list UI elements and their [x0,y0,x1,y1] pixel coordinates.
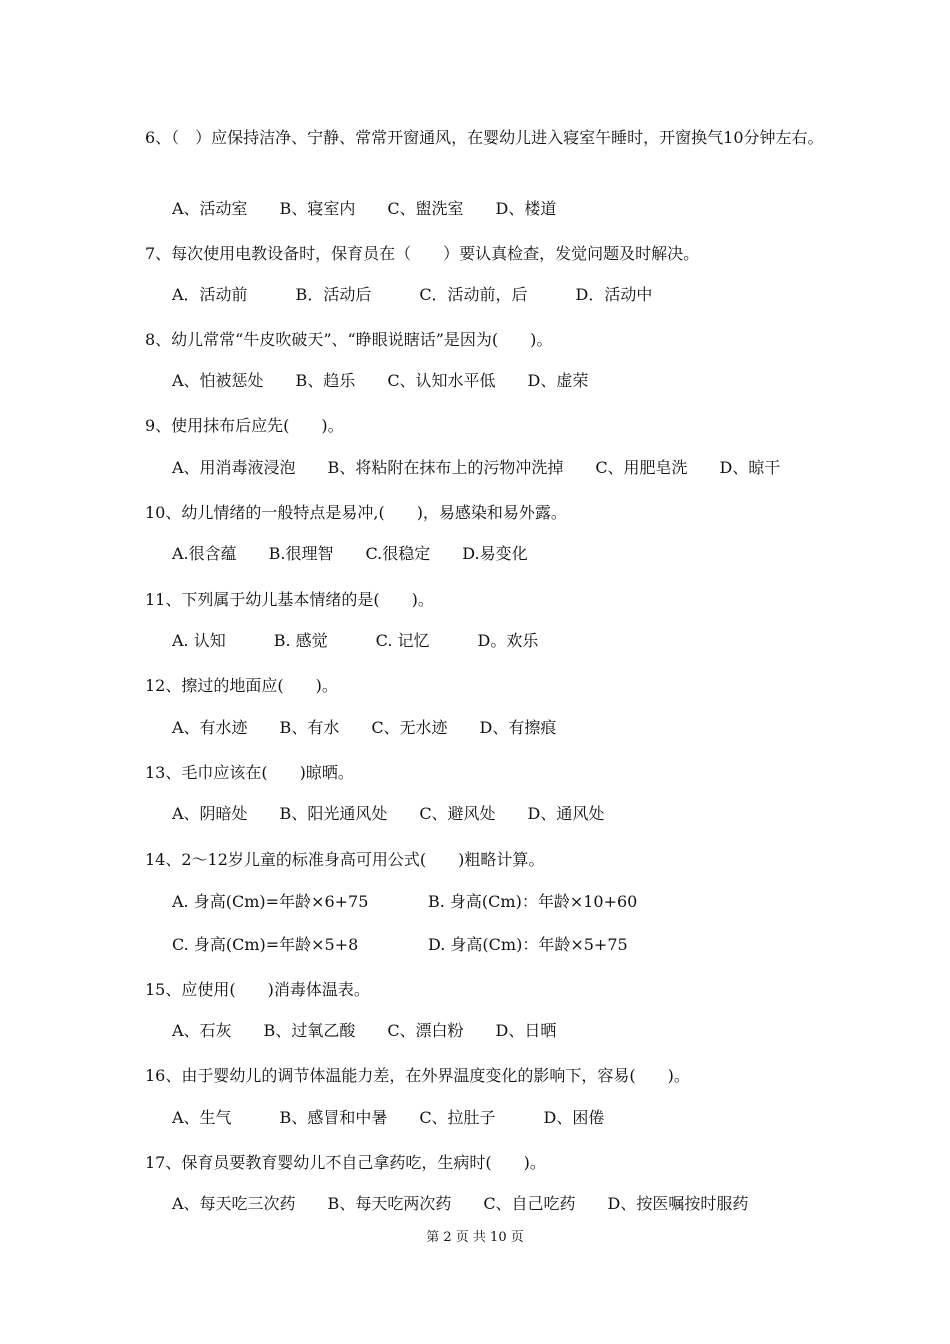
question-8: 8、幼儿常常“牛皮吹破天”、“睁眼说瞎话”是因为( )。 [145,330,553,349]
question-10-options: A.很含蕴 B.很理智 C.很稳定 D.易变化 [172,544,528,563]
question-8-options: A、怕被惩处 B、趋乐 C、认知水平低 D、虚荣 [172,371,589,390]
question-14-option-c: C. 身高(Cm)=年龄×5+8 [172,935,359,954]
question-15-options: A、石灰 B、过氧乙酸 C、漂白粉 D、日晒 [172,1021,557,1040]
question-16-options: A、生气 B、感冒和中暑 C、拉肚子 D、困倦 [172,1108,605,1127]
question-15: 15、应使用( )消毒体温表。 [145,980,370,999]
question-6: 6、（ ）应保持洁净、宁静、常常开窗通风，在婴幼儿进入寝室午睡时，开窗换气10分钟左右。 [145,128,824,147]
question-11: 11、下列属于幼儿基本情绪的是( )。 [145,590,434,609]
question-7: 7、每次使用电教设备时，保育员在（ ）要认真检查，发觉问题及时解决。 [145,244,700,263]
question-6-options: A、活动室 B、寝室内 C、盥洗室 D、楼道 [172,199,557,218]
question-13: 13、毛巾应该在( )晾晒。 [145,763,354,782]
question-9: 9、使用抹布后应先( )。 [145,416,344,435]
question-14: 14、2～12岁儿童的标准身高可用公式( )粗略计算。 [145,850,545,869]
question-16: 16、由于婴幼儿的调节体温能力差，在外界温度变化的影响下，容易( )。 [145,1066,690,1085]
question-14-option-d: D. 身高(Cm)：年龄×5+75 [428,935,628,954]
page-footer: 第 2 页 共 10 页 [426,1230,524,1245]
question-11-options: A. 认知 B. 感觉 C. 记忆 D。欢乐 [172,631,539,650]
question-14-option-b: B. 身高(Cm)：年龄×10+60 [428,892,638,911]
question-7-options: A．活动前 B．活动后 C．活动前，后 D．活动中 [172,285,653,304]
question-10: 10、幼儿情绪的一般特点是易冲,( )，易感染和易外露。 [145,503,567,522]
question-17-options: A、每天吃三次药 B、每天吃两次药 C、自己吃药 D、按医嘱按时服药 [172,1194,749,1213]
question-13-options: A、阴暗处 B、阳光通风处 C、避风处 D、通风处 [172,804,605,823]
question-14-option-a: A. 身高(Cm)=年龄×6+75 [172,892,369,911]
question-12: 12、擦过的地面应( )。 [145,676,338,695]
question-9-options: A、用消毒液浸泡 B、将粘附在抹布上的污物冲洗掉 C、用肥皂洗 D、晾干 [172,458,781,477]
question-12-options: A、有水迹 B、有水 C、无水迹 D、有擦痕 [172,718,557,737]
question-17: 17、保育员要教育婴幼儿不自己拿药吃，生病时( )。 [145,1153,546,1172]
